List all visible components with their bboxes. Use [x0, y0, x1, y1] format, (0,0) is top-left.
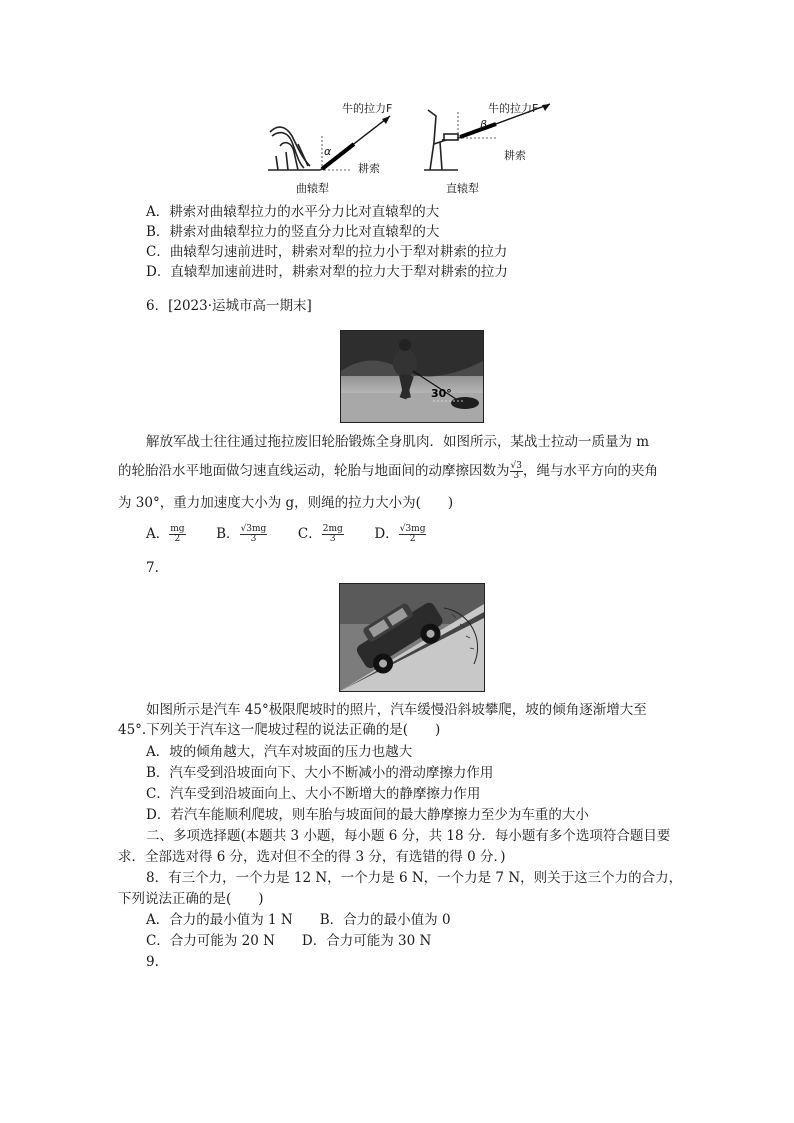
q6-opt-a-den: 2: [174, 534, 181, 544]
q6-text-line1: 解放军战士往往通过拖拉废旧轮胎锻炼全身肌肉．如图所示，某战士拉动一质量为 m: [146, 434, 650, 450]
straight-plow-title: 直辕犁: [446, 182, 479, 195]
q6-line2-part-a: 的轮胎沿水平地面做匀速直线运动，轮胎与地面间的动摩擦因数为: [118, 463, 510, 479]
q6-line2-part-b: ，绳与水平方向的夹角: [522, 463, 658, 479]
q7-text-line1: 如图所示是汽车 45°极限爬坡时的照片，汽车缓慢沿斜坡攀爬，坡的倾角逐渐增大至: [146, 702, 647, 718]
straight-rope: [460, 124, 496, 137]
section2-line2: 求．全部选对得 6 分，选对但不全的得 3 分，有选错的得 0 分．): [118, 849, 506, 865]
beta-label: β: [480, 118, 488, 131]
q5-option-d: D．直辕犁加速前进时，耕索对犁的拉力大于犁对耕索的拉力: [146, 264, 508, 280]
curved-force-label: 牛的拉力F: [342, 102, 393, 115]
straight-force-arrowhead: [542, 104, 550, 111]
section2-line1: 二、多项选择题(本题共 3 小题，每小题 6 分，共 18 分．每小题有多个选项符合题目要: [146, 828, 671, 844]
straight-rope-label: 耕索: [504, 149, 526, 162]
q5-option-a: A．耕索对曲辕犁拉力的水平分力比对直辕犁的大: [146, 204, 440, 220]
q6-opt-c-label: C．: [297, 526, 322, 542]
curved-plow-title: 曲辕犁: [296, 182, 329, 195]
q6-options: [146, 524, 426, 544]
q6-text-line3: 为 30°，重力加速度大小为 g，则绳的拉力大小为( ): [118, 495, 454, 511]
car-slope-photo: [339, 583, 485, 692]
q6-opt-d-label: D．: [374, 526, 399, 542]
alpha-label: α: [324, 145, 332, 158]
soldier-tire-photo: [340, 330, 484, 423]
car-scene: [340, 584, 484, 691]
q6-opt-d-num: √3mg: [399, 524, 426, 534]
q6-opt-d-den: 2: [409, 534, 416, 544]
q5-option-b: B．耕索对曲辕犁拉力的竖直分力比对直辕犁的大: [146, 224, 440, 240]
q6-text-line2: [118, 461, 658, 481]
q6-opt-b-fraction: [240, 525, 268, 544]
q6-opt-c-den: 3: [329, 534, 336, 544]
q7-option-c: C．汽车受到沿坡面向上、大小不断增大的静摩擦力作用: [146, 786, 481, 802]
curved-rope-label: 耕索: [358, 162, 380, 175]
curved-force-arrowhead: [382, 116, 390, 124]
q8-text-line1: 8．有三个力，一个力是 12 N，一个力是 6 N，一个力是 7 N，则关于这三个力的合力，: [146, 870, 683, 886]
q9-number: 9.: [146, 954, 159, 970]
photo-angle-label: 30°: [431, 387, 452, 400]
q6-opt-a-num: mg: [170, 524, 185, 534]
q7-option-d: D．若汽车能顺利爬坡，则车胎与坡面间的最大静摩擦力至少为车重的大小: [146, 807, 589, 823]
q6-opt-b-den: 3: [250, 534, 257, 544]
q6-opt-a-label: A．: [146, 526, 170, 542]
q6-opt-c-num: 2mg: [322, 524, 343, 534]
mu-numerator: √3: [510, 461, 522, 471]
straight-plow-drawing: [424, 110, 458, 170]
q8-text-line2: 下列说法正确的是( ): [118, 891, 264, 907]
q7-text-line2: 45°.下列关于汽车这一爬坡过程的说法正确的是( ): [118, 722, 441, 738]
q5-option-c: C．曲辕犁匀速前进时，耕索对犁的拉力小于犁对耕索的拉力: [146, 244, 508, 260]
q7-option-b: B．汽车受到沿坡面向下、大小不断减小的滑动摩擦力作用: [146, 765, 494, 781]
q6-opt-c-fraction: [322, 525, 344, 544]
curved-plow-drawing: [268, 127, 320, 170]
mu-denominator: 3: [513, 471, 520, 481]
q6-opt-d-fraction: [399, 525, 427, 544]
q6-opt-b-label: B．: [216, 526, 240, 542]
q6-opt-b-num: √3mg: [240, 524, 267, 534]
q6-opt-a-fraction: [169, 525, 185, 544]
mu-fraction: [510, 462, 523, 481]
q7-number: 7.: [146, 560, 159, 576]
q8-options-row2: C．合力可能为 20 N D．合力可能为 30 N: [146, 933, 432, 949]
q6-header: 6．[2023·运城市高一期末]: [146, 298, 312, 314]
photo-scene: [341, 331, 483, 422]
q8-options-row1: A．合力的最小值为 1 N B．合力的最小值为 0: [146, 912, 451, 928]
q7-option-a: A．坡的倾角越大，汽车对坡面的压力也越大: [146, 744, 413, 760]
straight-force-label: 牛的拉力F: [488, 102, 539, 115]
